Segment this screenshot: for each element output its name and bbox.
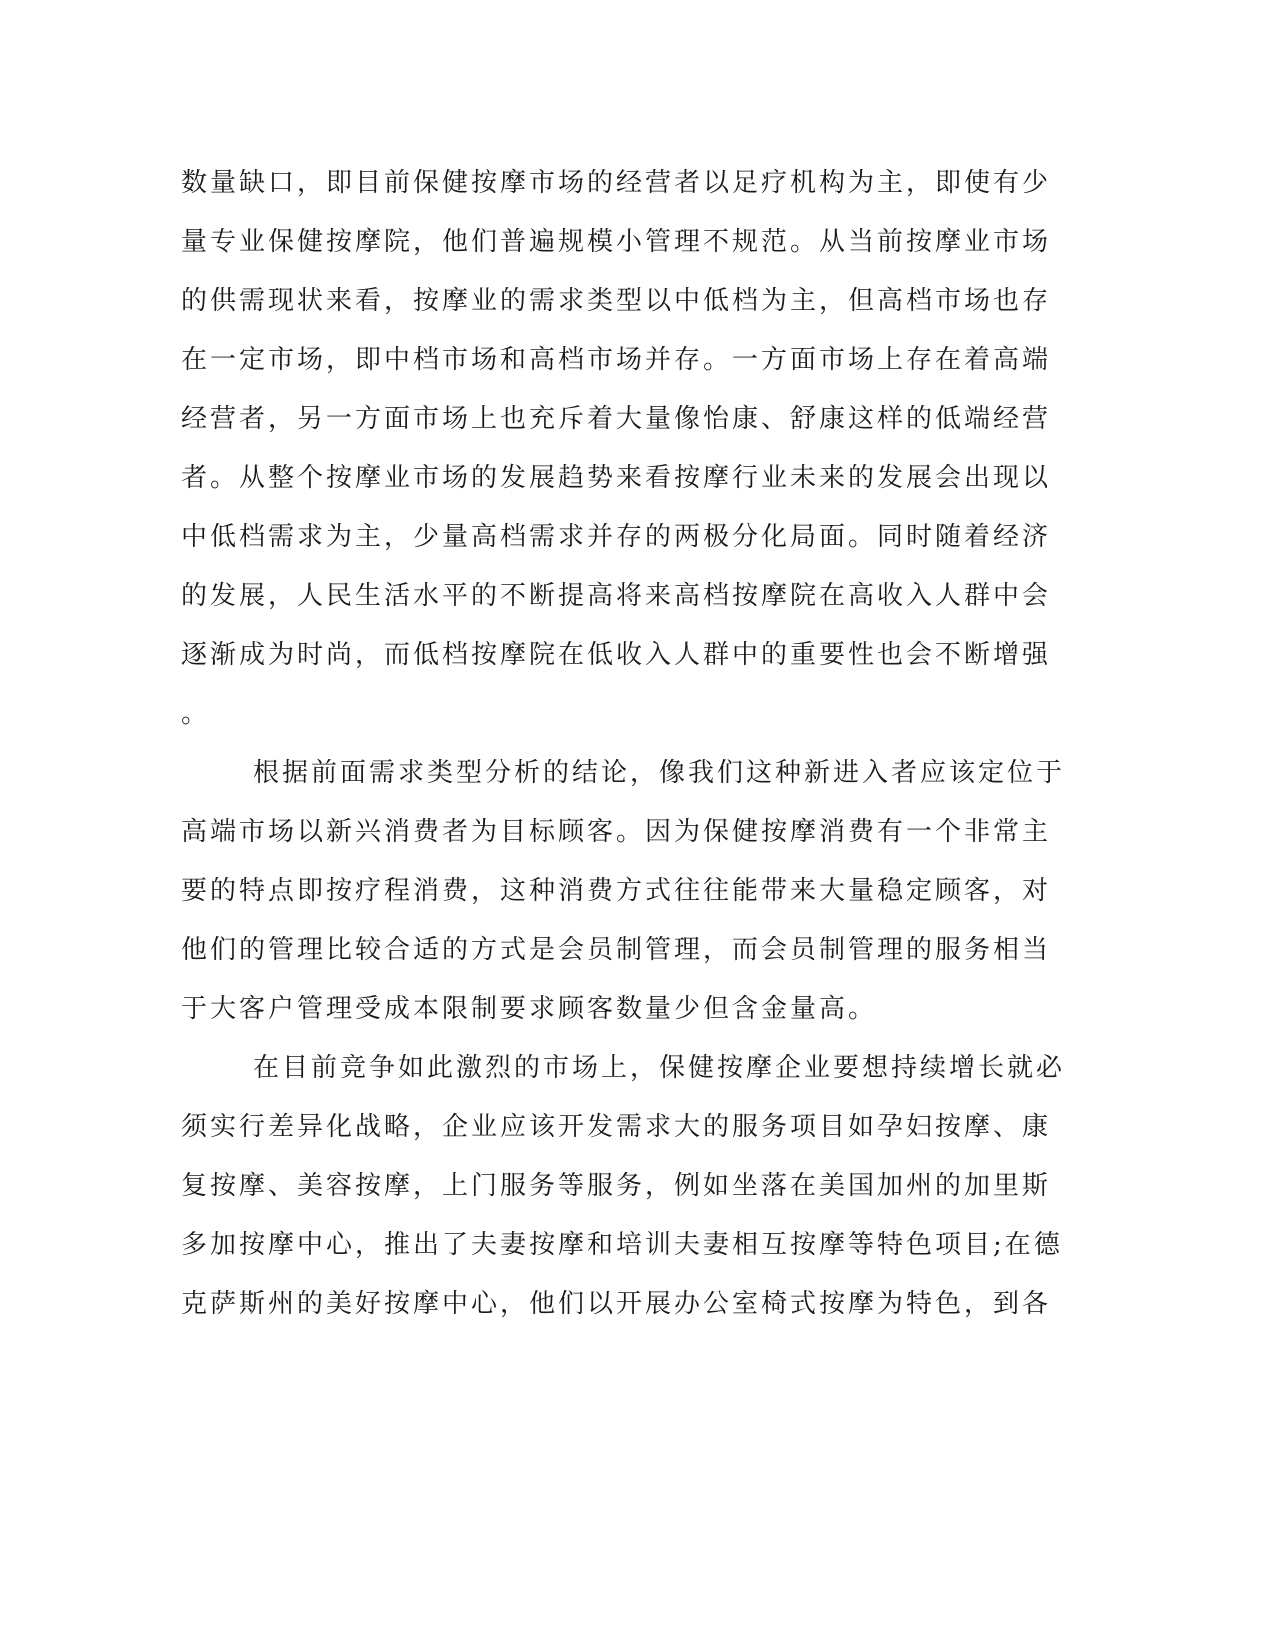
text-line: 者。从整个按摩业市场的发展趋势来看按摩行业未来的发展会出现以 — [181, 463, 1052, 493]
text-line: 数量缺口，即目前保健按摩市场的经营者以足疗机构为主，即使有少 — [181, 168, 1052, 198]
text-line: 中低档需求为主，少量高档需求并存的两极分化局面。同时随着经济 — [181, 522, 1052, 552]
text-line: 在目前竞争如此激烈的市场上，保健按摩企业要想持续增长就必 — [253, 1053, 1066, 1083]
paragraph-3 — [181, 1045, 1066, 1340]
text-line: 的供需现状来看，按摩业的需求类型以中低档为主，但高档市场也存 — [181, 286, 1052, 316]
text-line: 在一定市场，即中档市场和高档市场并存。一方面市场上存在着高端 — [181, 345, 1052, 375]
paragraph-2 — [181, 750, 1066, 1045]
text-line: 根据前面需求类型分析的结论，像我们这种新进入者应该定位于 — [253, 758, 1066, 788]
text-line: 高端市场以新兴消费者为目标顾客。因为保健按摩消费有一个非常主 — [181, 817, 1052, 847]
text-line: 。 — [181, 699, 211, 729]
text-line: 的发展，人民生活水平的不断提高将来高档按摩院在高收入人群中会 — [181, 581, 1052, 611]
text-line: 量专业保健按摩院，他们普遍规模小管理不规范。从当前按摩业市场 — [181, 227, 1052, 257]
paragraph-1 — [181, 160, 1052, 750]
text-line: 复按摩、美容按摩，上门服务等服务，例如坐落在美国加州的加里斯 — [181, 1171, 1052, 1201]
text-line: 于大客户管理受成本限制要求顾客数量少但含金量高。 — [181, 994, 878, 1024]
text-line: 经营者，另一方面市场上也充斥着大量像怡康、舒康这样的低端经营 — [181, 404, 1052, 434]
text-line: 要的特点即按疗程消费，这种消费方式往往能带来大量稳定顾客，对 — [181, 876, 1052, 906]
text-line: 多加按摩中心，推出了夫妻按摩和培训夫妻相互按摩等特色项目;在德 — [181, 1230, 1063, 1260]
text-line: 克萨斯州的美好按摩中心，他们以开展办公室椅式按摩为特色，到各 — [181, 1289, 1052, 1319]
text-line: 他们的管理比较合适的方式是会员制管理，而会员制管理的服务相当 — [181, 935, 1052, 965]
document-body — [181, 160, 1066, 1340]
text-line: 须实行差异化战略，企业应该开发需求大的服务项目如孕妇按摩、康 — [181, 1112, 1052, 1142]
text-line: 逐渐成为时尚，而低档按摩院在低收入人群中的重要性也会不断增强 — [181, 640, 1052, 670]
